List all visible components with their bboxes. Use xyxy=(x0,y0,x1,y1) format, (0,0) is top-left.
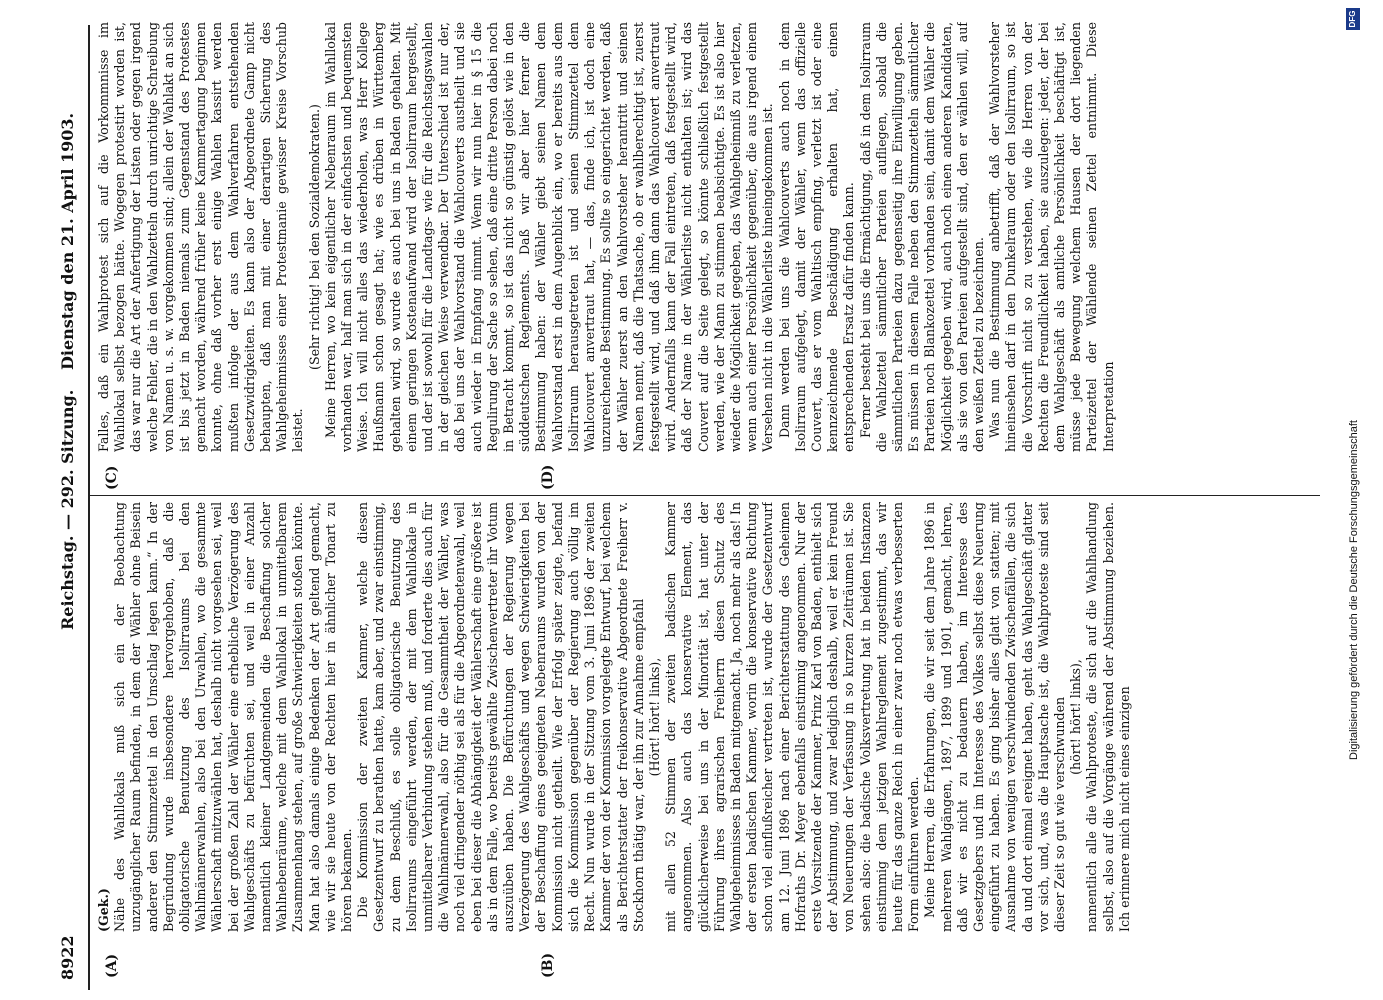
left-column xyxy=(96,502,1326,932)
continued-marker xyxy=(96,502,112,932)
page-header xyxy=(58,10,84,990)
paragraph: Nähe des Wahllokals muß sich ein der Beobachtung unzugänglicher Raum befinden, in dem der Wähler ohne Beisein anderer den Stimmzettel in den Umschlag legen kann.“ In der Begründung wurde insbesondere hervorgehoben, daß die obligatorische Benutzung des Isolirraums bei den Wahlmännerwahlen, also bei den Urwahlen, wo die gesammte Wählerschaft mitzuwählen hat, deshalb nicht vorgesehen sei, weil bei der großen Zahl der Wähler eine erhebliche Verzögerung des Wahlgeschäfts zu befürchten sei, und weil in einer Anzahl namentlich kleiner Landgemeinden die Beschaffung solcher Wahlnebenräume, welche mit dem Wahllokal in unmittelbarem Zusammenhang stehen, auf große Schwierigkeiten stoßen könnte. Man hat also damals einige Bedenken der Art geltend gemacht, wie wir sie heute von der Rechten hier in ähnlicher Tonart zu hören bekamen. xyxy=(112,502,355,932)
paragraph: Meine Herren, die Erfahrungen, die wir seit dem Jahre 1896 in mehreren Wahlgängen, 1897, 1899 und 1901, gemacht, lehren, daß wir es nicht zu bedauern haben, im Interesse des Gesetzgebers und im Interesse des Volkes selbst diese Neuerung eingeführt zu haben. Es ging bisher alles glatt von statten; mit Ausnahme von wenigen verschwindenden Zwischenfällen, die sich da und dort einmal ereignet haben, geht das Wahlgeschäft glatter vor sich, und, was die Hauptsache ist, die Wahlproteste sind seit dieser Zeit so gut wie verschwunden xyxy=(922,502,1067,932)
paragraph: Die Kommission der zweiten Kammer, welche diesen Gesetzentwurf zu berathen hatte, kam aber, und zwar einstimmig, zu dem Beschluß, es solle obligatorische Benutzung des Isolirraums eingeführt werden, der mit dem Wahllokale in unmittelbarer Verbindung stehen muß, und forderte dies auch für die Wahlmännerwahl, also für die Gesammtheit der Wähler, was noch viel dringender nöthig sei als für die Abgeordnetenwahl, weil eben bei dieser die Abhängigkeit der Wählerschaft eine größere ist als in dem Falle, wo bereits gewählte Zwischenvertreter ihr Votum auszuüben haben. Die Befürchtungen der Regierung wegen Verzögerung des Wahlgeschäfts und wegen Schwierigkeiten bei der Beschaffung eines geeigneten Nebenraums wurden von der Kommission nicht getheilt. Wie der Erfolg später zeigte, befand sich die Kommission gegenüber der Regierung auch völlig im Recht. Nun wurde in der Sitzung vom 3. Juni 1896 der zweiten Kammer der von der Kommission vorgelegte Entwurf, bei welchem als Berichterstatter der freikonservative Abgeordnete Freiherr v. Stockhorn thätig war, der ihn zur Annahme empfahl xyxy=(355,502,646,932)
paragraph: Dann werden bei uns die Wahlcouverts auch noch in dem Isolirraum aufgelegt, damit der Wähler, wenn das offizielle Couvert, das er vom Wahltisch empfing, verletzt ist oder eine kennzeichnende Beschädigung erhalten hat, einen entsprechenden Ersatz dafür finden kann. xyxy=(776,22,857,452)
column-divider xyxy=(90,495,1320,496)
paragraph: Meine Herren, wo kein eigentlicher Nebenraum im Wahllokal vorhanden war, half man sich in der einfachsten und bequemsten Weise. Ich will nicht alles das wiederholen, was Herr Kollege Haußmann schon gesagt hat; wie es drüben in Württemberg gehalten wird, so wurde es auch bei uns in Baden gehalten. Mit einem geringen Kostenaufwand wird der Isolirraum hergestellt, und der ist sowohl für die Landtags- wie für die Reichstagswahlen in der gleichen Weise verwendbar. Der Unterschied ist nur der, daß bei uns der Wahlvorstand die Wahlcouverts austheilt und sie auch wieder in Empfang nimmt. Wenn wir nun hier in § 15 die Regulirung der Sache so sehen, daß eine dritte Person dabei noch in Betracht kommt, so ist das nicht so günstig gelöst wie in den süddeutschen Reglements. Daß wir aber hier ferner die Bestimmung haben: der Wähler giebt seinen Namen dem Wahlvorstand erst in dem Augenblick ein, wo er bereits aus dem Isolirraum herausgetreten ist und seinen Stimmzettel dem Wahlcouvert anvertraut hat, — das, finde ich, ist doch eine unzureichende Bestimmung. Es sollte so eingerichtet werden, daß der Wähler zuerst an den Wahlvorsteher herantritt und seinen Namen nennt, daß die Thatsache, ob er wahlberechtigt ist, zuerst festgestellt wird, und daß ihm dann das Wahlcouvert anvertraut wird. Andernfalls kann der Fall eintreten, daß festgestellt wird, daß der Name in der Wählerliste nicht enthalten ist; wird das Couvert auf die Seite gelegt, so könnte schließlich festgestellt werden, wie der Mann zu stimmen beabsichtigte. Es ist also hier wieder die Möglichkeit gegeben, das Wahlgeheimniß zu verletzen, wenn auch einer Persönlichkeit gegenüber, die aus irgend einem Versehen nicht in die Wählerliste hineingekommen ist. xyxy=(322,22,776,452)
paragraph: Was nun die Bestimmung anbetrifft, daß der Wahlvorsteher hineinsehen darf in den Dunkelraum oder den Isolirraum, so ist die Vorschrift nicht so zu verstehen, wie die Herren von der Rechten die Freundlichkeit haben, sie auszulegen: jeder, der bei dem Wahlgeschäft als amtliche Persönlichkeit beschäftigt ist, müsse jede Bewegung welchem Hausen der dort liegenden Parteizettel der Wählende seinen Zettel entnimmt. Diese Interpretation xyxy=(987,22,1116,452)
header-rule xyxy=(88,25,90,990)
header-left-title: Reichstag. — 292. Sitzung. xyxy=(58,389,77,630)
header-right-title: Dienstag den 21. April 1903. xyxy=(58,112,77,370)
interjection: (Sehr richtig! bei den Sozialdemokraten.) xyxy=(306,104,322,370)
continued-label: (Gek.) xyxy=(96,888,111,932)
right-column xyxy=(96,22,1326,452)
interjection: (hört! hört! links), xyxy=(1068,659,1084,775)
paragraph: mit allen 52 Stimmen der zweiten badischen Kammer angenommen. Also auch das konservative Element, das glücklicherweise bei uns in der Minorität ist, hat unter der Führung ihres agrarischen Freiherrn diesen Schutz des Wahlgeheimnisses in Baden mitgemacht. Ja, noch mehr als das! In der ersten badischen Kammer, worin die konservative Richtung schon viel einflußreicher vertreten ist, wurde der Gesetzentwurf am 12. Juni 1896 nach einer Berichterstattung des Geheimen Hofraths Dr. Meyer ebenfalls einstimmig angenommen. Nur der erste Vorsitzende der Kammer, Prinz Karl von Baden, enthielt sich der Abstimmung, und zwar lediglich deshalb, weil er kein Freund von Neuerungen der Verfassung in so kurzen Zeiträumen ist. Sie sehen also: die badische Volksvertretung hat in beiden Instanzen einstimmig dem jetzigen Wahlreglement zugestimmt, das wir heute für das ganze Reich in einer zwar noch etwas verbesserten Form einführen werden. xyxy=(663,502,922,932)
margin-marker-b: (B) xyxy=(540,952,556,978)
left-paragraphs xyxy=(112,502,1133,932)
paragraph: Ferner besteht bei uns die Ermächtigung, daß in dem Isolirraum die Wahlzettel sämmtlicher Parteien aufliegen, sobald die sämmtlichen Parteien dazu gegenseitig ihre Einwilligung geben. Es müssen in diesem Falle neben den Stimmzetteln sämmtlicher Parteien noch Blankozettel vorhanden sein, damit dem Wähler die Möglichkeit gegeben wird, auch noch einen anderen Kandidaten, als sie von den Parteien aufgestellt sind, den er wählen will, auf den weißen Zettel zu bezeichnen. xyxy=(857,22,986,452)
paragraph: Falles, daß ein Wahlprotest sich auf die Vorkommnisse im Wahllokal selbst bezogen hätte. Wogegen protestirt worden ist, das war nur die Art der Anfertigung der Listen oder gegen irgend welche Fehler, die in den Wahlzetteln durch unrichtige Schreibung von Namen u. s. w. vorgekommen sind; allein der Wahlakt an sich ist bis jetzt in Baden niemals zum Gegenstand des Protestes gemacht worden, während früher keine Kammertagung beginnen konnte, ohne daß vorher erst einige Wahlen kassirt werden mußten infolge der aus dem Wahlverfahren entstehenden Gesetzwidrigkeiten. Es kann also der Abgeordnete Gamp nicht behaupten, daß man mit einer derartigen Sicherung des Wahlgeheimnisses einer Protestmanie gewisser Kreise Vorschub leistet. xyxy=(96,22,306,452)
margin-marker-d: (D) xyxy=(540,464,556,490)
margin-marker-a: (A) xyxy=(104,953,120,978)
right-paragraphs xyxy=(96,22,1117,452)
page-number: 8922 xyxy=(58,935,77,980)
interjection: (Hört! hört! links), xyxy=(646,657,662,777)
paragraph: namentlich alle die Wahlproteste, die sich auf die Wahlhandlung selbst, also auf die Vorgänge während der Abstimmung beziehen. Ich erinnere mich nicht eines einzigen xyxy=(1084,502,1132,932)
digitization-credit: Digitalisierung gefördert durch die Deutsche Forschungsgemeinschaft xyxy=(1348,420,1360,760)
margin-marker-c: (C) xyxy=(104,465,120,490)
dfg-logo: DFG xyxy=(1346,8,1360,30)
